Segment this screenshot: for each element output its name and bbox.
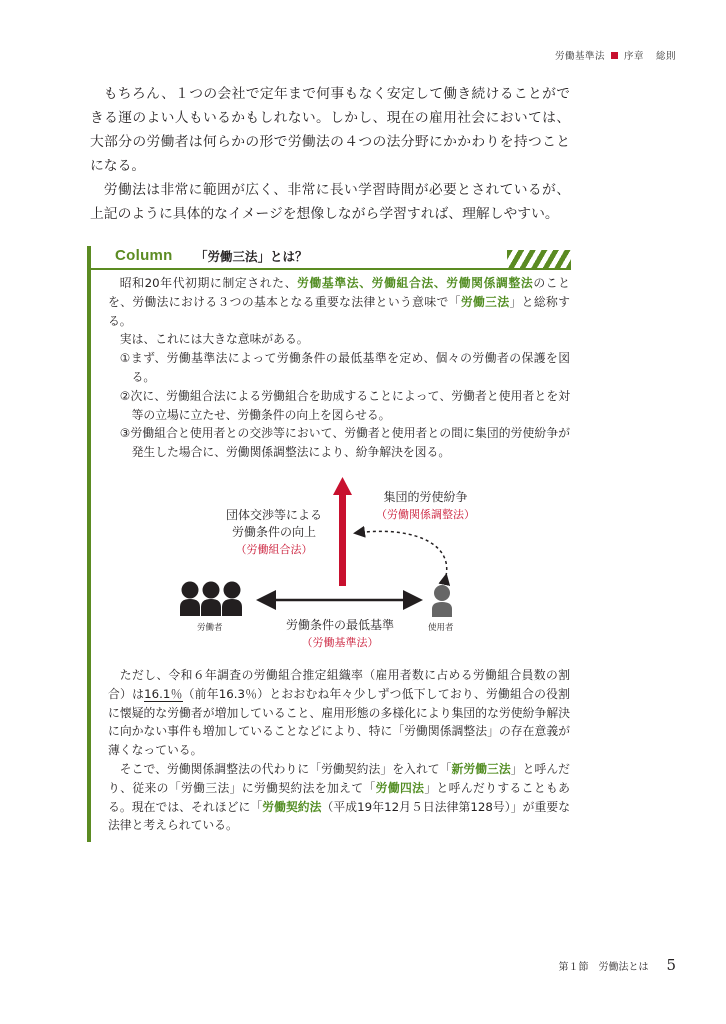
- employer-label: 使用者: [428, 623, 454, 633]
- law-labor-relations-adjustment: 労働関係調整法: [446, 276, 534, 290]
- text-run: そこで、労働関係調整法の代わりに「労働契約法」を入れて「: [119, 761, 452, 776]
- header-chapter: 労働基準法: [554, 51, 605, 62]
- footer-section: 第１節 労働法とは: [558, 962, 649, 973]
- column-paragraph: 実は、これには大きな意味がある。: [119, 332, 309, 347]
- column-body: [108, 274, 570, 462]
- page-number: 5: [666, 956, 676, 974]
- column-paragraph: [108, 666, 570, 760]
- text-run: （前年16.3％）とおおむね年々少しずつ低下しており、労働組合の役割に懐疑的な労働者が増加していること、雇用形態の多様化により集団的な労使紛争解決に向かない事件も増加していることなどにより、特に「労働関係調整法」の存在意義が薄くなっている。: [108, 686, 570, 758]
- diagram-text: 労働条件の最低基準: [286, 618, 395, 632]
- list-item: ③労働組合と使用者との交渉等において、労働者と使用者との間に集団的労使紛争が発生した場合に、労働関係調整法により、紛争解決を図る。: [119, 426, 570, 460]
- text-run: 」と総称する。: [108, 294, 570, 328]
- label-minimum-standard: [286, 617, 394, 651]
- diagram-law: （労働組合法）: [235, 543, 313, 556]
- employer-icon: [432, 585, 452, 617]
- intro-paragraph: もちろん、１つの会社で定年まで何事もなく安定して働き続けることができる運のよい人もいるかもしれない。しかし、現在の雇用社会においては、大部分の労働者は何らかの形で労働法の４つの法分野にかかわりを持つことになる。: [90, 86, 570, 174]
- text-run: 昭和20年代初期に制定された、: [119, 276, 298, 290]
- column-lower-text: [108, 666, 570, 835]
- column-header: [91, 246, 571, 270]
- term-four-labor-laws: 労働四法: [375, 780, 425, 795]
- red-up-arrow-icon: [333, 477, 352, 586]
- union-rate: 16.1％: [144, 686, 183, 701]
- diagram-text: 団体交渉等による: [226, 508, 323, 522]
- diagram-text: 集団的労使紛争: [383, 490, 468, 504]
- workers-icon: [180, 582, 242, 617]
- text-run: 」と呼んだり、従来の「労働三法」に労働契約法を加えて「: [108, 761, 570, 795]
- header-part: 序章: [623, 51, 644, 62]
- header-rule: [91, 268, 571, 270]
- text-run: ただし、令和６年調査の労働組合推定組織率（雇用者数に占める労働組合員数の割合）は: [108, 668, 570, 701]
- page-footer: [558, 956, 676, 974]
- workers-label: 労働者: [197, 623, 223, 633]
- three-laws-diagram: [108, 471, 570, 651]
- header-section: 総則: [655, 51, 676, 62]
- diagram-law: （労働関係調整法）: [376, 508, 475, 521]
- column-box: [87, 246, 571, 842]
- column-paragraph: [108, 760, 570, 835]
- list-item: ①まず、労働基準法によって労働条件の最低基準を定め、個々の労働者の保護を図る。: [119, 351, 570, 384]
- column-title: 「労働三法」とは？: [195, 249, 308, 264]
- dashed-arrow-icon: [356, 531, 447, 576]
- label-collective-dispute: [376, 489, 475, 523]
- term-new-three-laws: 新労働三法: [451, 761, 511, 776]
- text-run: 、: [359, 276, 372, 290]
- red-square-icon: [611, 52, 618, 59]
- text-run: 、: [433, 276, 447, 290]
- label-union-improvement: [226, 507, 322, 558]
- term-three-labor-laws: 労働三法: [460, 294, 510, 309]
- column-label: Column: [115, 247, 173, 264]
- column-paragraph: [108, 274, 570, 330]
- intro-paragraph: 労働法は非常に範囲が広く、非常に長い学習時間が必要とされているが、上記のように具体的なイメージを想像しながら学習すれば、理解しやすい。: [90, 182, 570, 222]
- stripe-decoration: [507, 250, 571, 268]
- diagram-text: 労働条件の向上: [232, 525, 317, 539]
- law-labor-standards: 労働基準法: [297, 276, 360, 290]
- list-item: ②次に、労働組合法による労働組合を助成することによって、労働者と使用者とを対等の立場に立たせ、労働条件の向上を図らせる。: [119, 388, 570, 422]
- text-run: のことを、労働法における３つの基本となる重要な法律という意味で「: [108, 276, 570, 309]
- running-header: [555, 48, 676, 62]
- term-labor-contract-act: 労働契約法: [262, 799, 322, 814]
- diagram-law: （労働基準法）: [301, 636, 379, 649]
- text-run: （平成19年12月５日法律第128号）」が重要な法律と考えられている。: [108, 799, 570, 833]
- text-run: 」と呼んだりすることもある。現在では、それほどに「: [108, 780, 570, 814]
- intro-text: [90, 82, 570, 226]
- law-trade-union: 労働組合法: [371, 276, 434, 290]
